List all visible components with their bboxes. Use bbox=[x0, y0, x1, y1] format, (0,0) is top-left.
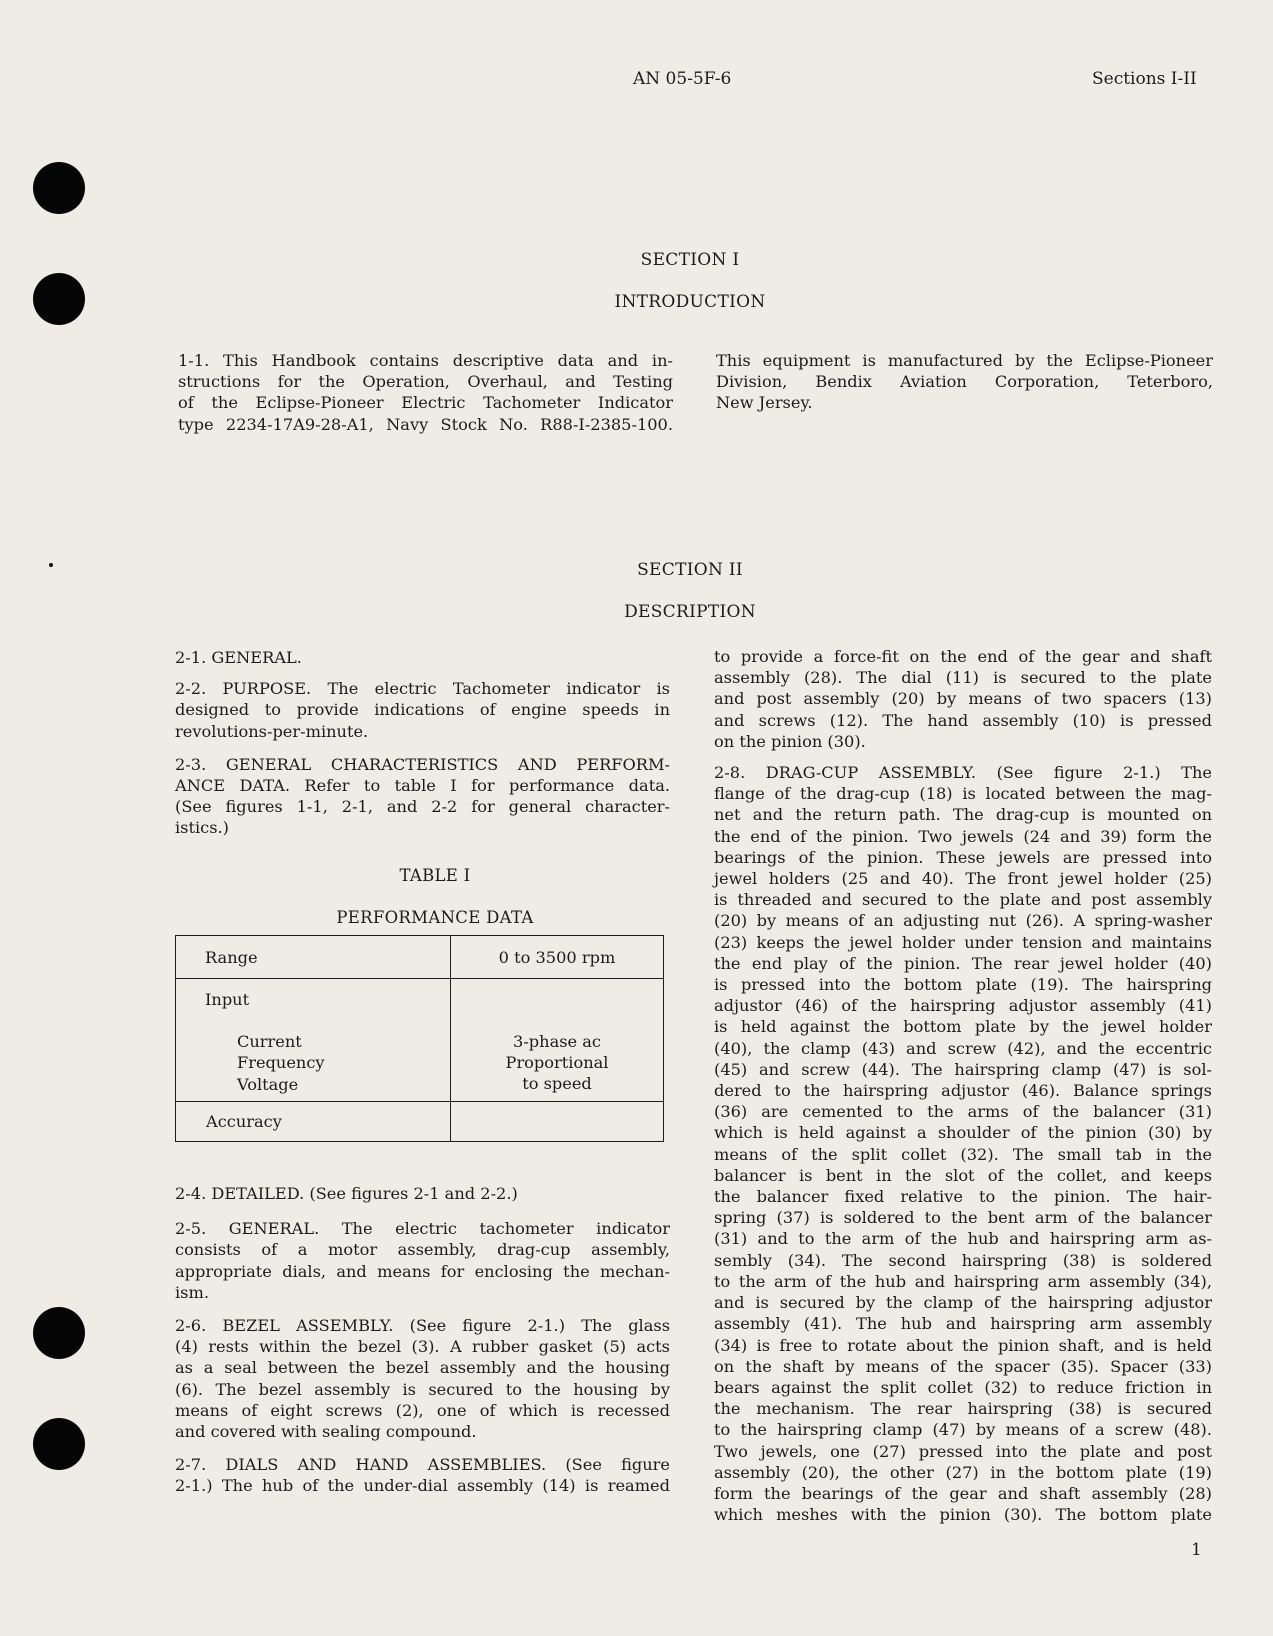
text-line: 2-7. DIALS AND HAND ASSEMBLIES. (See figure bbox=[175, 1455, 670, 1475]
current-value: 3-phase ac bbox=[513, 1032, 601, 1051]
text-line: bears against the split collet (32) to reduce friction in bbox=[714, 1377, 1212, 1397]
text-line: the balancer fixed relative to the pinion. The hair- bbox=[714, 1187, 1212, 1207]
table-row bbox=[176, 1102, 664, 1142]
text-line: ism. bbox=[175, 1282, 209, 1302]
text-line: (4) rests within the bezel (3). A rubber gasket (5) acts bbox=[175, 1337, 670, 1357]
text-line: net and the return path. The drag-cup is mounted on bbox=[714, 805, 1212, 825]
range-value: 0 to 3500 rpm bbox=[451, 936, 664, 979]
text-line: form the bearings of the gear and shaft assembly (28) bbox=[714, 1483, 1212, 1503]
paragraph-1-1 bbox=[178, 350, 673, 435]
text-line: the end of the pinion. Two jewels (24 and 39) form the bbox=[714, 826, 1212, 846]
text-line: consists of a motor assembly, drag-cup assembly, bbox=[175, 1240, 670, 1260]
section-range: Sections I-II bbox=[1092, 69, 1197, 89]
text-line: is threaded and secured to the plate and post assembly bbox=[714, 890, 1212, 910]
input-cell bbox=[176, 979, 451, 1102]
text-line: is pressed into the bottom plate (19). The hairspring bbox=[714, 975, 1212, 995]
text-line: and post assembly (20) by means of two spacers (13) bbox=[714, 689, 1212, 709]
text-line: to the hairspring clamp (47) by means of a screw (48). bbox=[714, 1420, 1212, 1440]
text-line: which meshes with the pinion (30). The bottom plate bbox=[714, 1505, 1212, 1525]
paragraph-2-3 bbox=[175, 754, 670, 839]
input-values-cell bbox=[451, 979, 664, 1102]
text-line: assembly (41). The hub and hairspring arm assembly bbox=[714, 1314, 1212, 1334]
text-line: 2-6. BEZEL ASSEMBLY. (See figure 2-1.) The glass bbox=[175, 1316, 670, 1336]
paragraph-2-5 bbox=[175, 1218, 670, 1303]
text-line: balancer is bent in the slot of the collet, and keeps bbox=[714, 1165, 1212, 1185]
text-line: designed to provide indications of engine speeds in bbox=[175, 700, 670, 720]
text-line: adjustor (46) of the hairspring adjustor assembly (41) bbox=[714, 996, 1212, 1016]
text-line: assembly (28). The dial (11) is secured to the plate bbox=[714, 668, 1212, 688]
text-line: means of eight screws (2), one of which is recessed bbox=[175, 1400, 670, 1420]
paragraph-2-4 bbox=[175, 1183, 670, 1204]
text-line: 2-2. PURPOSE. The electric Tachometer indicator is bbox=[175, 679, 670, 699]
text-line: Two jewels, one (27) pressed into the plate and post bbox=[714, 1441, 1212, 1461]
paragraph-2-7-continued bbox=[714, 646, 1212, 752]
text-line: 1-1. This Handbook contains descriptive data and in- bbox=[178, 351, 673, 370]
text-line: to the arm of the hub and hairspring arm assembly (34), bbox=[714, 1271, 1212, 1291]
section-2-title: DESCRIPTION bbox=[624, 602, 756, 622]
input-label: Input bbox=[205, 990, 250, 1009]
table-title: PERFORMANCE DATA bbox=[336, 908, 534, 927]
text-line: sembly (34). The second hairspring (38) is soldered bbox=[714, 1250, 1212, 1270]
voltage-value: to speed bbox=[522, 1074, 592, 1094]
binder-hole-bottom-2 bbox=[33, 1418, 85, 1470]
text-line: and covered with sealing compound. bbox=[175, 1422, 477, 1442]
doc-number: AN 05-5F-6 bbox=[633, 69, 732, 89]
text-line: 2-4. DETAILED. (See figures 2-1 and 2-2.) bbox=[175, 1184, 518, 1203]
text-line: to provide a force-fit on the end of the gear and shaft bbox=[714, 647, 1212, 666]
text-line: type 2234-17A9-28-A1, Navy Stock No. R88-I-2385-100. bbox=[178, 414, 673, 434]
text-line: (31) and to the arm of the hub and hairspring arm as- bbox=[714, 1229, 1212, 1249]
text-line: spring (37) is soldered to the bent arm of the balancer bbox=[714, 1208, 1212, 1228]
text-line: Division, Bendix Aviation Corporation, Teterboro, bbox=[716, 372, 1213, 392]
current-label: Current bbox=[237, 1032, 302, 1052]
text-line: 2-3. GENERAL CHARACTERISTICS AND PERFORM- bbox=[175, 754, 670, 774]
text-line: of the Eclipse-Pioneer Electric Tachometer Indicator bbox=[178, 393, 673, 413]
accuracy-label: Accuracy bbox=[176, 1102, 451, 1142]
text-line: is held against the bottom plate by the jewel holder bbox=[714, 1017, 1212, 1037]
text-line: as a seal between the bezel assembly and the housing bbox=[175, 1358, 670, 1378]
paragraph-2-2 bbox=[175, 678, 670, 742]
text-line: on the shaft by means of the spacer (35). Spacer (33) bbox=[714, 1356, 1212, 1376]
frequency-value: Proportional bbox=[505, 1053, 609, 1073]
text-line: (20) by means of an adjusting nut (26). A spring-washer bbox=[714, 911, 1212, 931]
text-line: revolutions-per-minute. bbox=[175, 721, 369, 741]
text-line: (45) and screw (44). The hairspring clamp (47) is sol- bbox=[714, 1059, 1212, 1079]
paragraph-2-8 bbox=[714, 762, 1212, 1525]
text-line: (23) keeps the jewel holder under tension and maintains bbox=[714, 932, 1212, 952]
text-line: which is held against a shoulder of the pinion (30) by bbox=[714, 1123, 1212, 1143]
section-1-heading: SECTION I bbox=[640, 250, 740, 270]
page-number: 1 bbox=[1191, 1540, 1202, 1560]
left-column bbox=[175, 647, 670, 839]
range-label: Range bbox=[176, 936, 451, 979]
text-line: 2-1.) The hub of the under-dial assembly (14) is reamed bbox=[175, 1476, 670, 1496]
text-line: New Jersey. bbox=[716, 393, 813, 413]
binder-hole-top-1 bbox=[33, 162, 85, 214]
voltage-label: Voltage bbox=[237, 1074, 299, 1094]
text-line: flange of the drag-cup (18) is located between the mag- bbox=[714, 784, 1212, 804]
text-line: dered to the hairspring adjustor (46). Balance springs bbox=[714, 1081, 1212, 1101]
text-line: the end play of the pinion. The rear jewel holder (40) bbox=[714, 953, 1212, 973]
text-line: (40), the clamp (43) and screw (42), and the eccentric bbox=[714, 1038, 1212, 1058]
right-column bbox=[714, 646, 1212, 1525]
text-line: 2-1. GENERAL. bbox=[175, 648, 302, 667]
paragraph-2-6 bbox=[175, 1315, 670, 1442]
text-line: assembly (20), the other (27) in the bottom plate (19) bbox=[714, 1462, 1212, 1482]
paragraph-2-1 bbox=[175, 647, 670, 668]
text-line: means of the split collet (32). The small tab in the bbox=[714, 1144, 1212, 1164]
text-line: (See figures 1-1, 2-1, and 2-2 for general character- bbox=[175, 797, 670, 817]
text-line: istics.) bbox=[175, 818, 230, 838]
text-line: This equipment is manufactured by the Eclipse-Pioneer bbox=[716, 351, 1213, 370]
text-line: (6). The bezel assembly is secured to the housing by bbox=[175, 1379, 670, 1399]
text-line: and is secured by the clamp of the hairspring adjustor bbox=[714, 1293, 1212, 1313]
binder-hole-bottom-1 bbox=[33, 1307, 85, 1359]
paragraph-2-7 bbox=[175, 1454, 670, 1496]
table-label: TABLE I bbox=[399, 866, 471, 885]
text-line: (36) are cemented to the arms of the balancer (31) bbox=[714, 1102, 1212, 1122]
text-line: 2-8. DRAG-CUP ASSEMBLY. (See figure 2-1.) The bbox=[714, 763, 1212, 783]
performance-data-table bbox=[175, 935, 664, 1142]
text-line: appropriate dials, and means for enclosing the mechan- bbox=[175, 1261, 670, 1281]
text-line: the mechanism. The rear hairspring (38) is secured bbox=[714, 1399, 1212, 1419]
text-line: 2-5. GENERAL. The electric tachometer indicator bbox=[175, 1219, 670, 1239]
text-line: bearings of the pinion. These jewels are pressed into bbox=[714, 847, 1212, 867]
paragraph-1-1-continued bbox=[716, 350, 1213, 414]
text-line: on the pinion (30). bbox=[714, 731, 866, 751]
section-1-title: INTRODUCTION bbox=[614, 292, 766, 312]
frequency-label: Frequency bbox=[237, 1053, 325, 1073]
text-line: ANCE DATA. Refer to table I for performance data. bbox=[175, 776, 670, 796]
text-line: jewel holders (25 and 40). The front jewel holder (25) bbox=[714, 869, 1212, 889]
accuracy-value bbox=[451, 1102, 664, 1142]
table-row bbox=[176, 936, 664, 979]
text-line: and screws (12). The hand assembly (10) is pressed bbox=[714, 710, 1212, 730]
table-row bbox=[176, 979, 664, 1102]
left-column-lower bbox=[175, 1183, 670, 1497]
text-line: (34) is free to rotate about the pinion shaft, and is held bbox=[714, 1335, 1212, 1355]
text-line: structions for the Operation, Overhaul, and Testing bbox=[178, 372, 673, 392]
section-2-heading: SECTION II bbox=[637, 560, 743, 580]
